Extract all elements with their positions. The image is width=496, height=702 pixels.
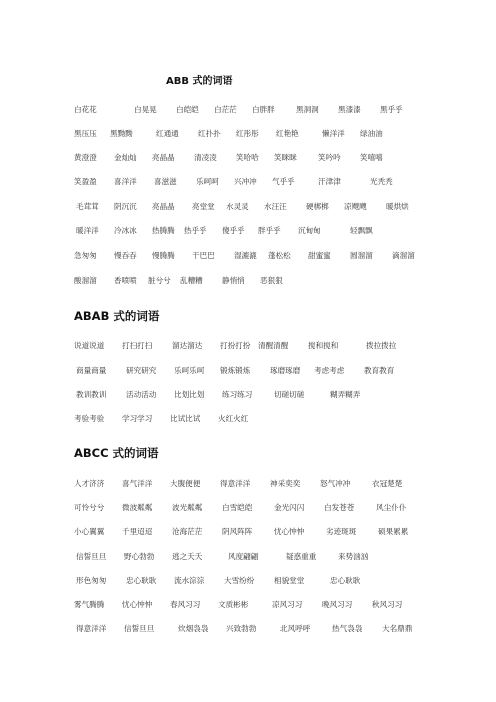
word-item: 相貌堂堂 xyxy=(274,576,305,585)
word-item: 春风习习 xyxy=(170,600,201,609)
word-item: 蓬松松 xyxy=(268,251,291,260)
word-item: 慢吞吞 xyxy=(114,251,137,260)
word-line xyxy=(74,201,484,213)
word-item: 风尘仆仆 xyxy=(376,503,407,512)
word-item: 活动活动 xyxy=(126,390,157,399)
word-item: 干巴巴 xyxy=(192,251,215,260)
word-line xyxy=(74,413,484,425)
word-item: 绿油油 xyxy=(360,129,383,138)
word-line xyxy=(74,250,484,262)
word-item: 糊弄糊弄 xyxy=(330,390,361,399)
word-item: 黑乎乎 xyxy=(380,105,403,114)
word-item: 比试比试 xyxy=(170,414,201,423)
word-item: 香喷喷 xyxy=(114,276,137,285)
word-item: 恶狠狠 xyxy=(260,276,283,285)
word-item: 人才济济 xyxy=(74,479,105,488)
word-item: 静悄悄 xyxy=(222,276,245,285)
word-item: 脏兮兮 xyxy=(148,276,171,285)
word-item: 逃之夭夭 xyxy=(172,552,203,561)
word-item: 大雪纷纷 xyxy=(224,576,255,585)
word-item: 怒气冲冲 xyxy=(320,479,351,488)
word-item: 红彤彤 xyxy=(236,129,259,138)
word-item: 教训教训 xyxy=(76,390,107,399)
word-item: 轻飘飘 xyxy=(350,226,373,235)
word-item: 亮晶晶 xyxy=(152,202,175,211)
word-item: 白雪皑皑 xyxy=(222,503,253,512)
word-item: 练习练习 xyxy=(222,390,253,399)
word-item: 乐呵乐呵 xyxy=(174,366,205,375)
word-item: 白花花 xyxy=(74,105,97,114)
word-item: 可怜兮兮 xyxy=(74,503,105,512)
word-item: 白皑皑 xyxy=(176,105,199,114)
word-item: 兴冲冲 xyxy=(234,177,257,186)
word-item: 甜蜜蜜 xyxy=(308,251,331,260)
word-item: 黄澄澄 xyxy=(74,153,97,162)
section-heading: ABAB 式的词语 xyxy=(74,309,160,323)
word-item: 黑压压 xyxy=(74,129,97,138)
word-item: 亮堂堂 xyxy=(192,202,215,211)
word-item: 考验考验 xyxy=(74,414,105,423)
word-item: 教育教育 xyxy=(364,366,395,375)
word-item: 笑哈哈 xyxy=(236,153,259,162)
word-item: 酸溜溜 xyxy=(74,276,97,285)
word-item: 沧海茫茫 xyxy=(172,527,203,536)
word-line xyxy=(74,389,484,401)
word-item: 暖洋洋 xyxy=(76,226,99,235)
word-item: 毛茸茸 xyxy=(76,202,99,211)
word-item: 热腾腾 xyxy=(152,226,175,235)
word-item: 圆溜溜 xyxy=(350,251,373,260)
word-item: 热气袅袅 xyxy=(332,624,363,633)
word-item: 炊烟袅袅 xyxy=(178,624,209,633)
word-item: 热乎乎 xyxy=(184,226,207,235)
word-item: 汗津津 xyxy=(318,177,341,186)
word-item: 白胖胖 xyxy=(252,105,275,114)
word-item: 得意洋洋 xyxy=(220,479,251,488)
word-item: 形色匆匆 xyxy=(76,576,107,585)
word-item: 小心翼翼 xyxy=(74,527,105,536)
word-item: 懒洋洋 xyxy=(322,129,345,138)
word-line xyxy=(74,365,484,377)
word-item: 微波粼粼 xyxy=(122,503,153,512)
word-item: 气乎乎 xyxy=(272,177,295,186)
word-item: 乱糟糟 xyxy=(180,276,203,285)
word-item: 凉风习习 xyxy=(272,600,303,609)
word-line xyxy=(74,526,484,538)
word-item: 光秃秃 xyxy=(370,177,393,186)
word-item: 千里迢迢 xyxy=(122,527,153,536)
word-item: 湿漉漉 xyxy=(234,251,257,260)
word-item: 研究研究 xyxy=(126,366,157,375)
word-item: 清醒清醒 xyxy=(258,341,289,350)
word-item: 白发苍苍 xyxy=(324,503,355,512)
word-item: 兴致勃勃 xyxy=(226,624,257,633)
word-item: 大名鼎鼎 xyxy=(382,624,413,633)
word-item: 暖烘烘 xyxy=(386,202,409,211)
word-item: 波光粼粼 xyxy=(172,503,203,512)
word-item: 金灿灿 xyxy=(114,153,137,162)
word-line xyxy=(74,502,484,514)
word-item: 红通通 xyxy=(156,129,179,138)
word-line xyxy=(74,225,484,237)
word-line xyxy=(74,275,484,287)
word-item: 白茫茫 xyxy=(214,105,237,114)
word-item: 笑眯眯 xyxy=(274,153,297,162)
word-item: 笑盈盈 xyxy=(74,177,97,186)
word-line xyxy=(74,575,484,587)
word-item: 忠心耿耿 xyxy=(330,576,361,585)
word-item: 阴沉沉 xyxy=(114,202,137,211)
word-item: 黑漆漆 xyxy=(338,105,361,114)
word-item: 疑惑重重 xyxy=(286,552,317,561)
word-item: 信誓旦旦 xyxy=(124,624,155,633)
word-item: 文质彬彬 xyxy=(218,600,249,609)
word-item: 急匆匆 xyxy=(74,251,97,260)
word-item: 慢腾腾 xyxy=(152,251,175,260)
word-item: 说道说道 xyxy=(74,341,105,350)
word-item: 忧心忡忡 xyxy=(122,600,153,609)
word-item: 雾气腾腾 xyxy=(74,600,105,609)
word-item: 笑吟吟 xyxy=(318,153,341,162)
word-item: 神采奕奕 xyxy=(270,479,301,488)
word-line xyxy=(74,152,484,164)
word-item: 秋风习习 xyxy=(372,600,403,609)
word-line xyxy=(74,104,484,116)
word-item: 黑黝黝 xyxy=(110,129,133,138)
word-item: 信誓旦旦 xyxy=(76,552,107,561)
word-item: 流水淙淙 xyxy=(174,576,205,585)
word-item: 打扫打扫 xyxy=(122,341,153,350)
word-item: 白晃晃 xyxy=(134,105,157,114)
word-line xyxy=(74,128,484,140)
word-item: 大腹便便 xyxy=(170,479,201,488)
word-item: 水灵灵 xyxy=(226,202,249,211)
word-item: 红艳艳 xyxy=(276,129,299,138)
word-item: 凉飕飕 xyxy=(344,202,367,211)
word-item: 傻乎乎 xyxy=(222,226,245,235)
word-item: 琢磨琢磨 xyxy=(270,366,301,375)
word-item: 比划比划 xyxy=(174,390,205,399)
word-item: 劣迹斑斑 xyxy=(326,527,357,536)
word-item: 锻炼锻炼 xyxy=(220,366,251,375)
word-item: 阴风阵阵 xyxy=(222,527,253,536)
word-item: 商量商量 xyxy=(76,366,107,375)
word-item: 笑嘻嘻 xyxy=(360,153,383,162)
word-item: 红扑扑 xyxy=(198,129,221,138)
word-item: 火红火红 xyxy=(218,414,249,423)
word-item: 打扮打扮 xyxy=(220,341,251,350)
word-item: 乐呵呵 xyxy=(196,177,219,186)
word-line xyxy=(74,176,484,188)
word-item: 溜达溜达 xyxy=(172,341,203,350)
word-item: 冷冰冰 xyxy=(114,226,137,235)
word-item: 忠心耿耿 xyxy=(126,576,157,585)
word-item: 衣冠楚楚 xyxy=(372,479,403,488)
word-item: 野心勃勃 xyxy=(124,552,155,561)
document-title: ABB 式的词语 xyxy=(166,76,233,87)
word-item: 风度翩翩 xyxy=(228,552,259,561)
word-item: 喜滋滋 xyxy=(154,177,177,186)
word-item: 喜洋洋 xyxy=(114,177,137,186)
word-item: 晚风习习 xyxy=(322,600,353,609)
word-item: 学习学习 xyxy=(122,414,153,423)
word-item: 亮晶晶 xyxy=(152,153,175,162)
word-item: 搅和搅和 xyxy=(308,341,339,350)
word-item: 来势汹汹 xyxy=(338,552,369,561)
word-item: 沉甸甸 xyxy=(298,226,321,235)
word-item: 水汪汪 xyxy=(264,202,287,211)
word-item: 拨拉拨拉 xyxy=(366,341,397,350)
word-line xyxy=(74,478,484,490)
word-item: 喜气洋洋 xyxy=(122,479,153,488)
word-item: 北风呼呼 xyxy=(280,624,311,633)
word-item: 硕果累累 xyxy=(378,527,409,536)
word-item: 得意洋洋 xyxy=(76,624,107,633)
section-heading: ABCC 式的词语 xyxy=(74,446,159,460)
word-item: 切磋切磋 xyxy=(274,390,305,399)
word-item: 硬梆梆 xyxy=(306,202,329,211)
word-line xyxy=(74,599,484,611)
word-item: 金光闪闪 xyxy=(274,503,305,512)
word-item: 滴溜溜 xyxy=(392,251,415,260)
word-item: 黑洞洞 xyxy=(296,105,319,114)
word-line xyxy=(74,551,484,563)
word-item: 胖乎乎 xyxy=(258,226,281,235)
word-item: 清凌凌 xyxy=(194,153,217,162)
word-item: 考虑考虑 xyxy=(314,366,345,375)
word-item: 忧心忡忡 xyxy=(274,527,305,536)
word-line xyxy=(74,340,484,352)
word-line xyxy=(74,623,484,635)
